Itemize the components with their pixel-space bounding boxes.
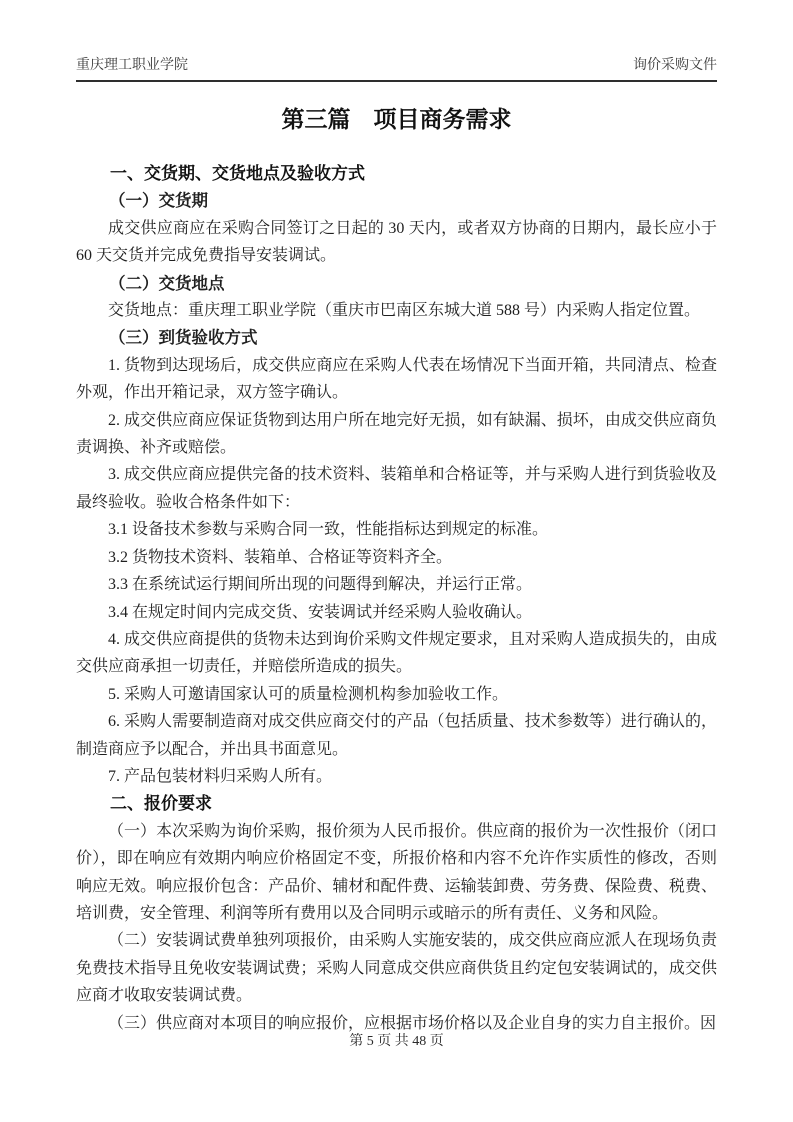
paragraph: （三）供应商对本项目的响应报价，应根据市场价格以及企业自身的实力自主报价。因 [108, 1014, 717, 1032]
paragraph: 1. 货物到达现场后，成交供应商应在采购人代表在场情况下当面开箱，共同清点、检查外观，作出开箱记录，双方签字确认。 [76, 356, 717, 402]
header-right-text: 询价采购文件 [633, 58, 717, 73]
paragraph: 3. 成交供应商应提供完备的技术资料、装箱单和合格证等，并与采购人进行到货验收及最终验收。验收合格条件如下： [76, 466, 717, 511]
paragraph: （二）安装调试费单独列项报价，由采购人实施安装的，成交供应商应派人在现场负责免费技术指导且免收安装调试费；采购人同意成交供应商供货且约定包安装调试的，成交供应商才收取安装调试费。 [76, 932, 717, 1005]
subheading-acceptance-method: （三）到货验收方式 [109, 328, 258, 348]
subheading-delivery-location: （二）交货地点 [109, 273, 225, 293]
paragraph: 4. 成交供应商提供的货物未达到询价采购文件规定要求，且对采购人造成损失的，由成交供应商承担一切责任，并赔偿所造成的损失。 [76, 630, 717, 676]
subheading-delivery-period: （一）交货期 [109, 191, 208, 211]
document-body [76, 160, 717, 1037]
section-1-heading: 一、交货期、交货地点及验收方式 [110, 164, 365, 183]
page-header [76, 56, 717, 82]
paragraph: 3.1 设备技术参数与采购合同一致，性能指标达到规定的标准。 [108, 521, 549, 539]
paragraph: 7. 产品包装材料归采购人所有。 [108, 767, 333, 785]
paragraph: 3.3 在系统试运行期间所出现的问题得到解决，并运行正常。 [108, 576, 533, 594]
section-2-heading: 二、报价要求 [110, 794, 212, 814]
paragraph: 5. 采购人可邀请国家认可的质量检测机构参加验收工作。 [108, 685, 509, 703]
paragraph: 2. 成交供应商应保证货物到达用户所在地完好无损，如有缺漏、损坏，由成交供应商负责调换、补齐或赔偿。 [76, 411, 717, 457]
paragraph: 6. 采购人需要制造商对成交供应商交付的产品（包括质量、技术参数等）进行确认的，制造商应予以配合，并出具书面意见。 [76, 713, 717, 758]
paragraph: （一）本次采购为询价采购，报价须为人民币报价。供应商的报价为一次性报价（闭口价），即在响应有效期内响应价格固定不变，所报价格和内容不允许作实质性的修改，否则响应无效。响应报价包含：产品价、辅材和配件费、运输装卸费、劳务费、保险费、税费、培训费，安全管理、利润等所有费用以及合同明示或暗示的所有责任、义务和风险。 [76, 822, 717, 922]
page-number: 第 5 页 共 48 页 [349, 1034, 444, 1049]
paragraph: 交货地点：重庆理工职业学院（重庆市巴南区东城大道 588 号）内采购人指定位置。 [108, 302, 701, 320]
paragraph: 3.2 货物技术资料、装箱单、合格证等资料齐全。 [108, 548, 453, 566]
page-footer [0, 1030, 793, 1050]
header-left-text: 重庆理工职业学院 [76, 58, 188, 73]
paragraph: 成交供应商应在采购合同签订之日起的 30 天内，或者双方协商的日期内，最长应小于 60 天交货并完成免费指导安装调试。 [76, 219, 717, 265]
paragraph: 3.4 在规定时间内完成交货、安装调试并经采购人验收确认。 [108, 603, 533, 621]
page-title: 第三篇 项目商务需求 [281, 106, 512, 132]
